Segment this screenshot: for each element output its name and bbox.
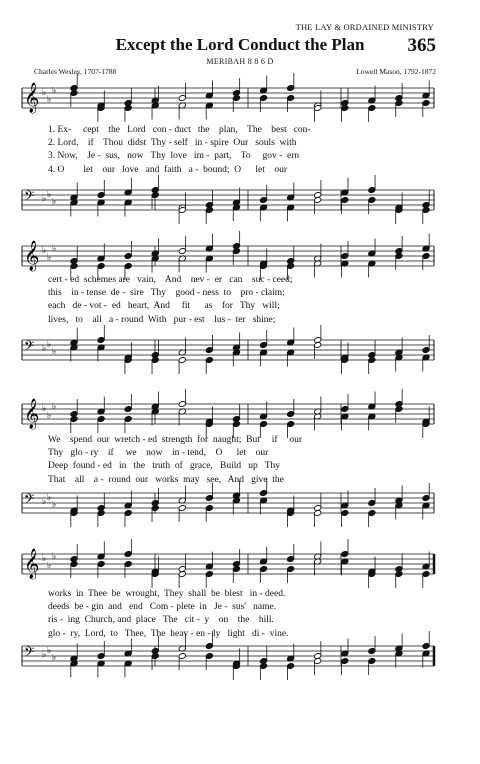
lyric-verse-2: Thy glo - ry if we now in - tend, O let our [48, 448, 269, 459]
flat-icon: ♭ [52, 552, 57, 562]
flat-icon: ♭ [52, 500, 57, 510]
lyric-verse-4: That all a - round our works may see, And give the [48, 474, 284, 485]
treble-clef-icon: 𝄞 [24, 83, 40, 113]
flat-icon: ♭ [42, 650, 47, 660]
bass-clef-icon: 𝄢 [24, 188, 35, 207]
lyric-verse-3: 3. Now, Je - sus, now Thy love im - part, To gov - ern [48, 151, 300, 162]
lyrics-system-4 [48, 588, 288, 641]
hymn-title: Except the Lord Conduct the Plan [115, 35, 365, 54]
flat-icon: ♭ [52, 402, 57, 412]
flat-icon: ♭ [42, 88, 47, 98]
lyric-verse-3: each de - vot - ed heart, And fit as for Thy will; [48, 301, 280, 312]
flat-icon: ♭ [52, 86, 57, 96]
flat-icon: ♭ [47, 190, 52, 200]
flat-icon: ♭ [47, 561, 52, 571]
lyrics-system-1 [48, 124, 311, 177]
flat-icon: ♭ [47, 646, 52, 656]
treble-clef-icon: 𝄞 [24, 399, 40, 429]
lyric-verse-4: 4. O let our love and faith a - bound; O let our [48, 164, 288, 175]
flat-icon: ♭ [47, 411, 52, 421]
lyric-verse-4: glo - ry, Lord, to Thee, The heav - en - ly light di - vine. [48, 628, 289, 639]
lyric-verse-3: Deep found - ed in the truth of grace, Build up Thy [48, 461, 280, 472]
lyric-verse-1: We spend our wretch - ed strength for naught; But if our [48, 435, 303, 445]
lyric-verse-4: lives, to all a - round With pur - est lus - ter shine; [48, 314, 276, 325]
flat-icon: ♭ [42, 554, 47, 564]
flat-icon: ♭ [42, 344, 47, 354]
bass-clef-icon: 𝄢 [24, 338, 35, 357]
lyric-verse-2: deeds be - gin and end Com - plete in Je - sus' name. [48, 602, 277, 613]
flat-icon: ♭ [42, 246, 47, 256]
lyric-verse-1: cert - ed schemes are vain, And nev - er can suc - ceed; [48, 275, 293, 285]
flat-icon: ♭ [52, 197, 57, 207]
treble-clef-icon: 𝄞 [24, 241, 40, 271]
bass-staff-1 [0, 184, 480, 224]
bass-staff-3 [0, 487, 480, 527]
flat-icon: ♭ [47, 340, 52, 350]
treble-staff-1 [0, 82, 480, 122]
composer-credit: Lowell Mason, 1792-1872 [356, 67, 436, 76]
treble-staff-3 [0, 398, 480, 438]
bass-staff-2 [0, 334, 480, 374]
hymn-number: 365 [407, 35, 436, 56]
flat-icon: ♭ [52, 653, 57, 663]
author-credit: Charles Wesley, 1707-1788 [34, 67, 117, 76]
treble-staff-4 [0, 548, 480, 588]
flat-icon: ♭ [42, 194, 47, 204]
lyric-verse-1: 1. Ex- cept the Lord con - duct the plan, The best con- [48, 125, 311, 135]
lyric-verse-2: this in - tense de - sire Thy good - ness to pro - claim; [48, 288, 285, 299]
bass-staff-4 [0, 640, 480, 680]
lyric-verse-1: works in Thee be wrought, They shall be blest in - deed. [48, 589, 286, 599]
bass-clef-icon: 𝄢 [24, 491, 35, 510]
section-heading: THE LAY & ORDAINED MINISTRY [295, 22, 434, 32]
lyric-verse-3: ris - ing Church, and place The cit - y on the hill. [48, 615, 274, 626]
flat-icon: ♭ [52, 244, 57, 254]
flat-icon: ♭ [47, 95, 52, 105]
flat-icon: ♭ [42, 404, 47, 414]
lyrics-system-3 [48, 434, 302, 487]
treble-clef-icon: 𝄞 [24, 549, 40, 579]
flat-icon: ♭ [42, 497, 47, 507]
lyrics-system-2 [48, 274, 293, 327]
lyric-verse-2: 2. Lord, if Thou didst Thy - self in - spire Our souls with [48, 138, 297, 149]
tune-name: MERIBAH 8 8 6 D [206, 57, 274, 66]
flat-icon: ♭ [47, 253, 52, 263]
flat-icon: ♭ [52, 347, 57, 357]
bass-clef-icon: 𝄢 [24, 644, 35, 663]
flat-icon: ♭ [47, 493, 52, 503]
